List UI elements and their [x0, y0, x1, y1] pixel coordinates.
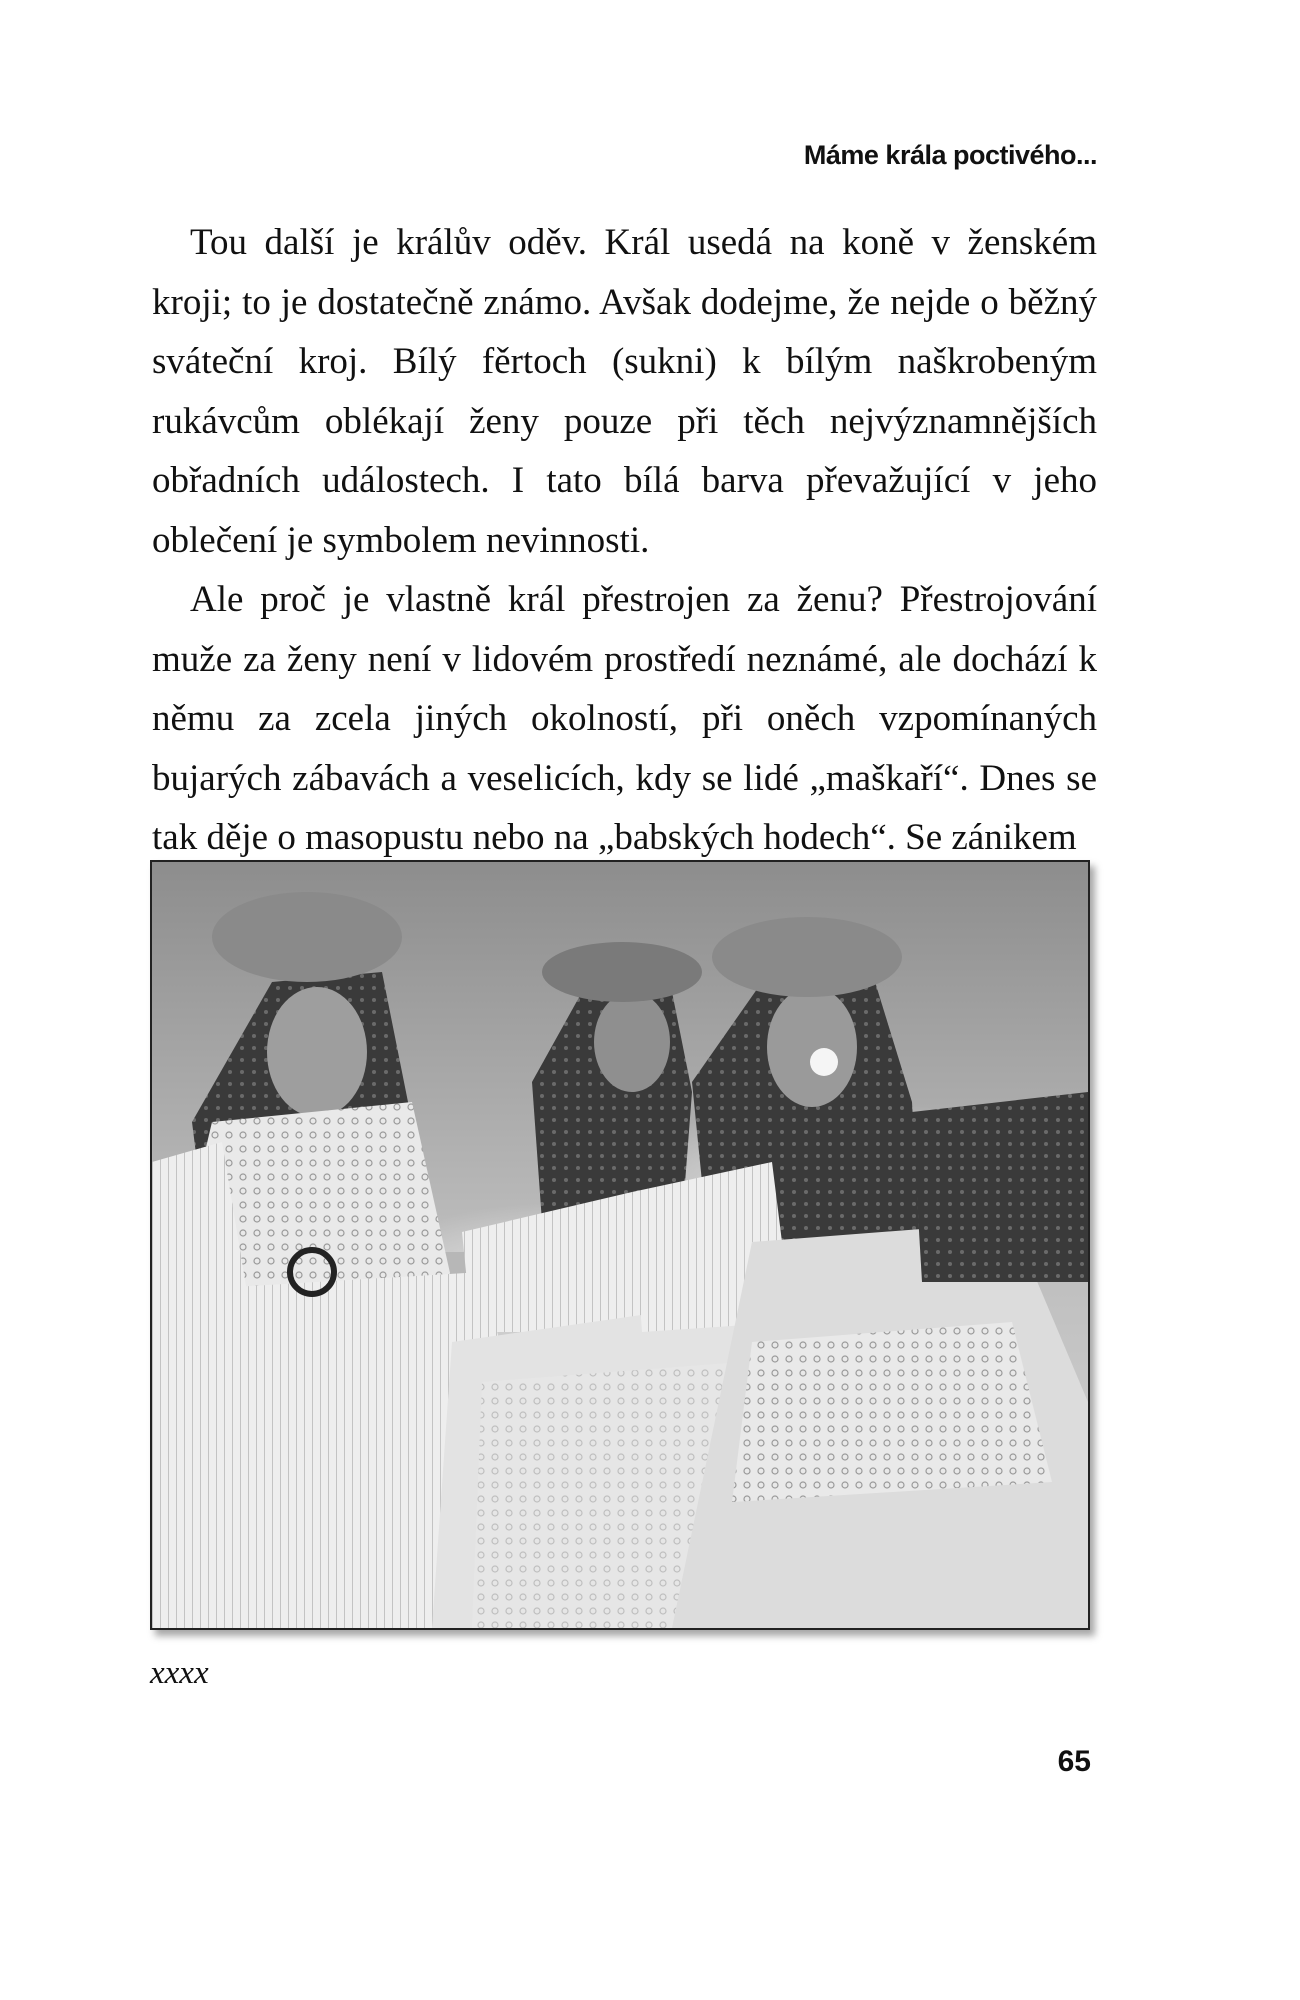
page-number: 65: [1057, 1745, 1091, 1778]
body-text: [152, 213, 1097, 868]
paragraph-2: Ale proč je vlastně král přestrojen za ženu? Přestrojování muže za ženy není v lidovém prostředí neznámé, ale dochází k němu za zcela jiných okolností, při oněch vzpomínaných bujarých zábavách a veselicích, kdy se lidé „maškaří“. Dnes se tak děje o masopustu nebo na „babských hodech“. Se zánikem: [152, 579, 1097, 858]
folk-costume-photo: [150, 860, 1090, 1630]
photo-illustration: [152, 862, 1088, 1628]
running-head: Máme krála poctivého...: [803, 140, 1097, 170]
figure-caption: xxxx: [150, 1655, 209, 1691]
paragraph-1: Tou další je králův oděv. Král usedá na koně v ženském kroji; to je dostatečně známo. Avšak dodejme, že nejde o běžný sváteční kroj. Bílý fěrtoch (sukni) k bílým naškrobeným rukávcům oblékají ženy pouze při těch nejvýznamnějších obřadních událostech. I tato bílá barva převažující v jeho oblečení je symbolem nevinnosti.: [152, 222, 1097, 561]
